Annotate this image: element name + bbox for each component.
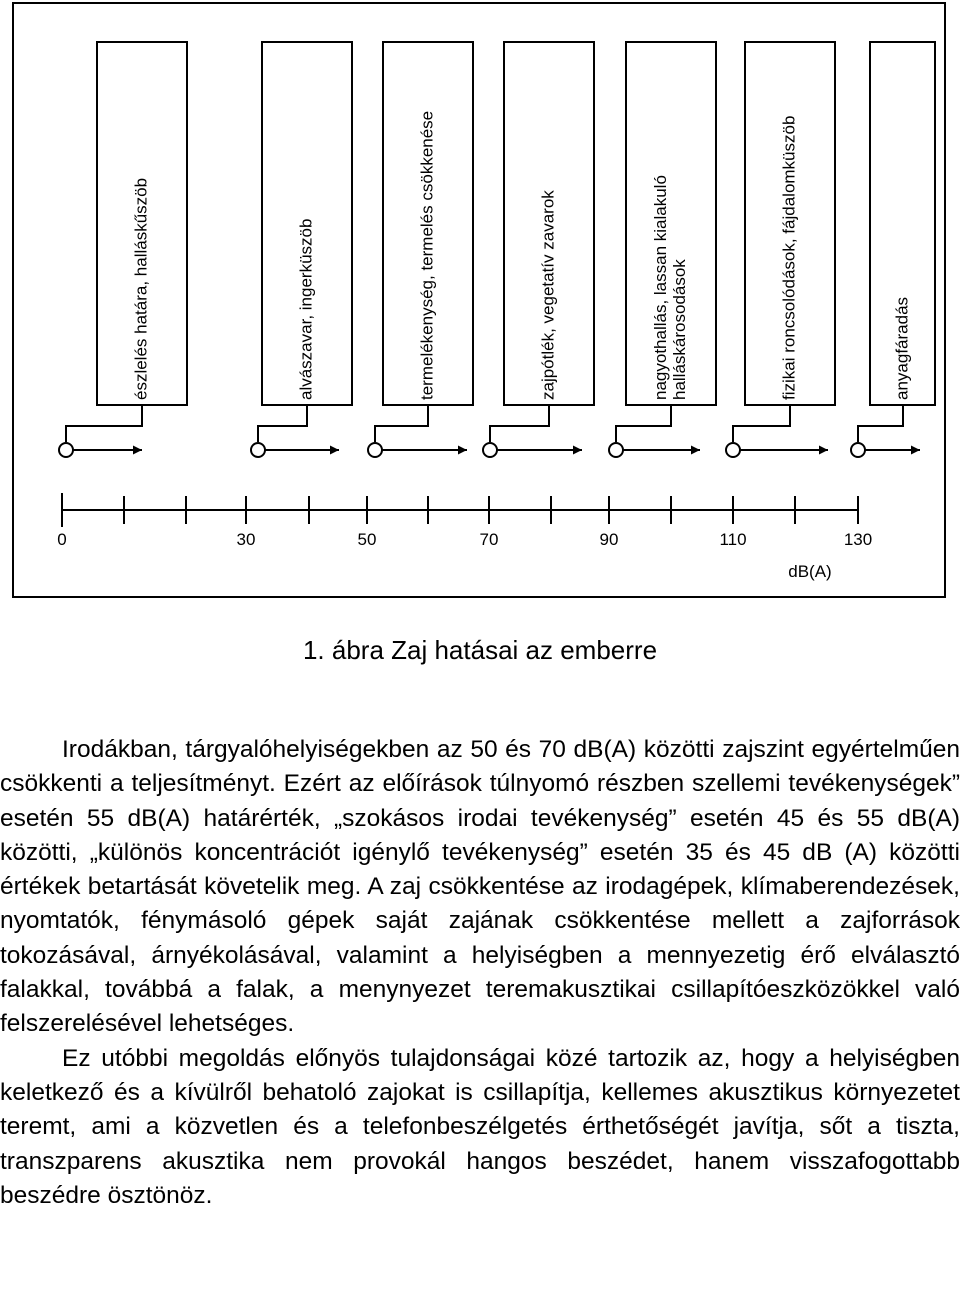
effect-box-7 xyxy=(870,42,935,405)
effect-label-2: alvászavar, ingerküszöb xyxy=(296,218,316,400)
body-text xyxy=(0,733,960,1213)
paragraph-2: Ez utóbbi megoldás előnyös tulajdonságai közé tartozik az, hogy a helyiségben keletkező és a kívülről behatoló zajokat is csillapítja, kellemes akusztikus környezetet teremt, ami a közvetlen és a telefonbeszélgetés érthetőségét javítja, sőt a tiszta, transzparens akusztika nem provokál hangos beszédet, hanem visszafogottabb beszédre ösztönöz. xyxy=(0,1044,960,1209)
tick-label-30: 30 xyxy=(236,530,256,549)
tick-label-90: 90 xyxy=(599,530,619,549)
tick-label-0: 0 xyxy=(57,530,67,549)
effect-box-3 xyxy=(383,42,473,405)
effect-box-4 xyxy=(504,42,594,405)
noise-effects-figure xyxy=(0,0,960,610)
effect-box-6 xyxy=(745,42,835,405)
connector-2 xyxy=(251,405,339,457)
paragraph-1: Irodákban, tárgyalóhelyiségekben az 50 és 70 dB(A) közötti zajszint egyértelműen csökkenti a teljesítményt. Ezért az előírások túlnyomó részben szellemi tevékenységek” esetén 55 dB(A) határérték, „szokásos irodai tevékenység” esetén 45 és 55 dB(A) közötti, „különös koncentrációt igénylő tevékenység” esetén 35 és 45 dB (A) közötti értékek betartását követelik meg. A zaj csökkentése az irodagépek, klímaberendezések, nyomtatók, fénymásoló gépek saját zajának csökkentése mellett a zajforrások tokozásával, árnyékolásával, valamint a helyiségben a mennyezetig érő elválasztó falakkal, továbbá a falak, a menynyezet teremakusztikai csillapítóeszközökkel való felszerelésével lehetséges. xyxy=(0,736,960,1038)
connector-3 xyxy=(368,405,467,457)
db-scale-labels xyxy=(57,530,872,581)
tick-label-130: 130 xyxy=(843,530,873,549)
tick-label-110: 110 xyxy=(719,530,747,549)
effect-label-6: fizikai roncsolódások, fájdalomküszöb xyxy=(779,115,799,400)
effect-label-3: termelékenység, termelés csökkenése xyxy=(417,110,437,400)
effect-label-5-line-1: nagyothallás, lassan kialakuló xyxy=(651,175,670,400)
axis-unit-label: dB(A) xyxy=(788,562,832,581)
effect-box-5 xyxy=(626,42,716,405)
effect-label-1: észlelés határa, halláskűszöb xyxy=(131,177,151,400)
connector-5 xyxy=(609,405,700,457)
connector-7 xyxy=(851,405,920,457)
figure-frame xyxy=(13,3,945,597)
tick-label-70: 70 xyxy=(479,530,499,549)
effect-label-4: zajpótlék, vegetatív zavarok xyxy=(538,190,558,400)
effect-box-1 xyxy=(97,42,187,405)
db-scale-axis xyxy=(62,493,858,527)
connector-1 xyxy=(59,405,142,457)
effect-label-5 xyxy=(651,170,689,400)
effect-label-5-line-2: halláskárosodások xyxy=(670,259,689,400)
effect-label-7: anyagfáradás xyxy=(892,296,912,400)
connector-4 xyxy=(483,405,582,457)
connector-6 xyxy=(726,405,828,457)
tick-label-50: 50 xyxy=(357,530,377,549)
figure-caption: 1. ábra Zaj hatásai az emberre xyxy=(302,635,658,665)
effect-box-2 xyxy=(262,42,352,405)
